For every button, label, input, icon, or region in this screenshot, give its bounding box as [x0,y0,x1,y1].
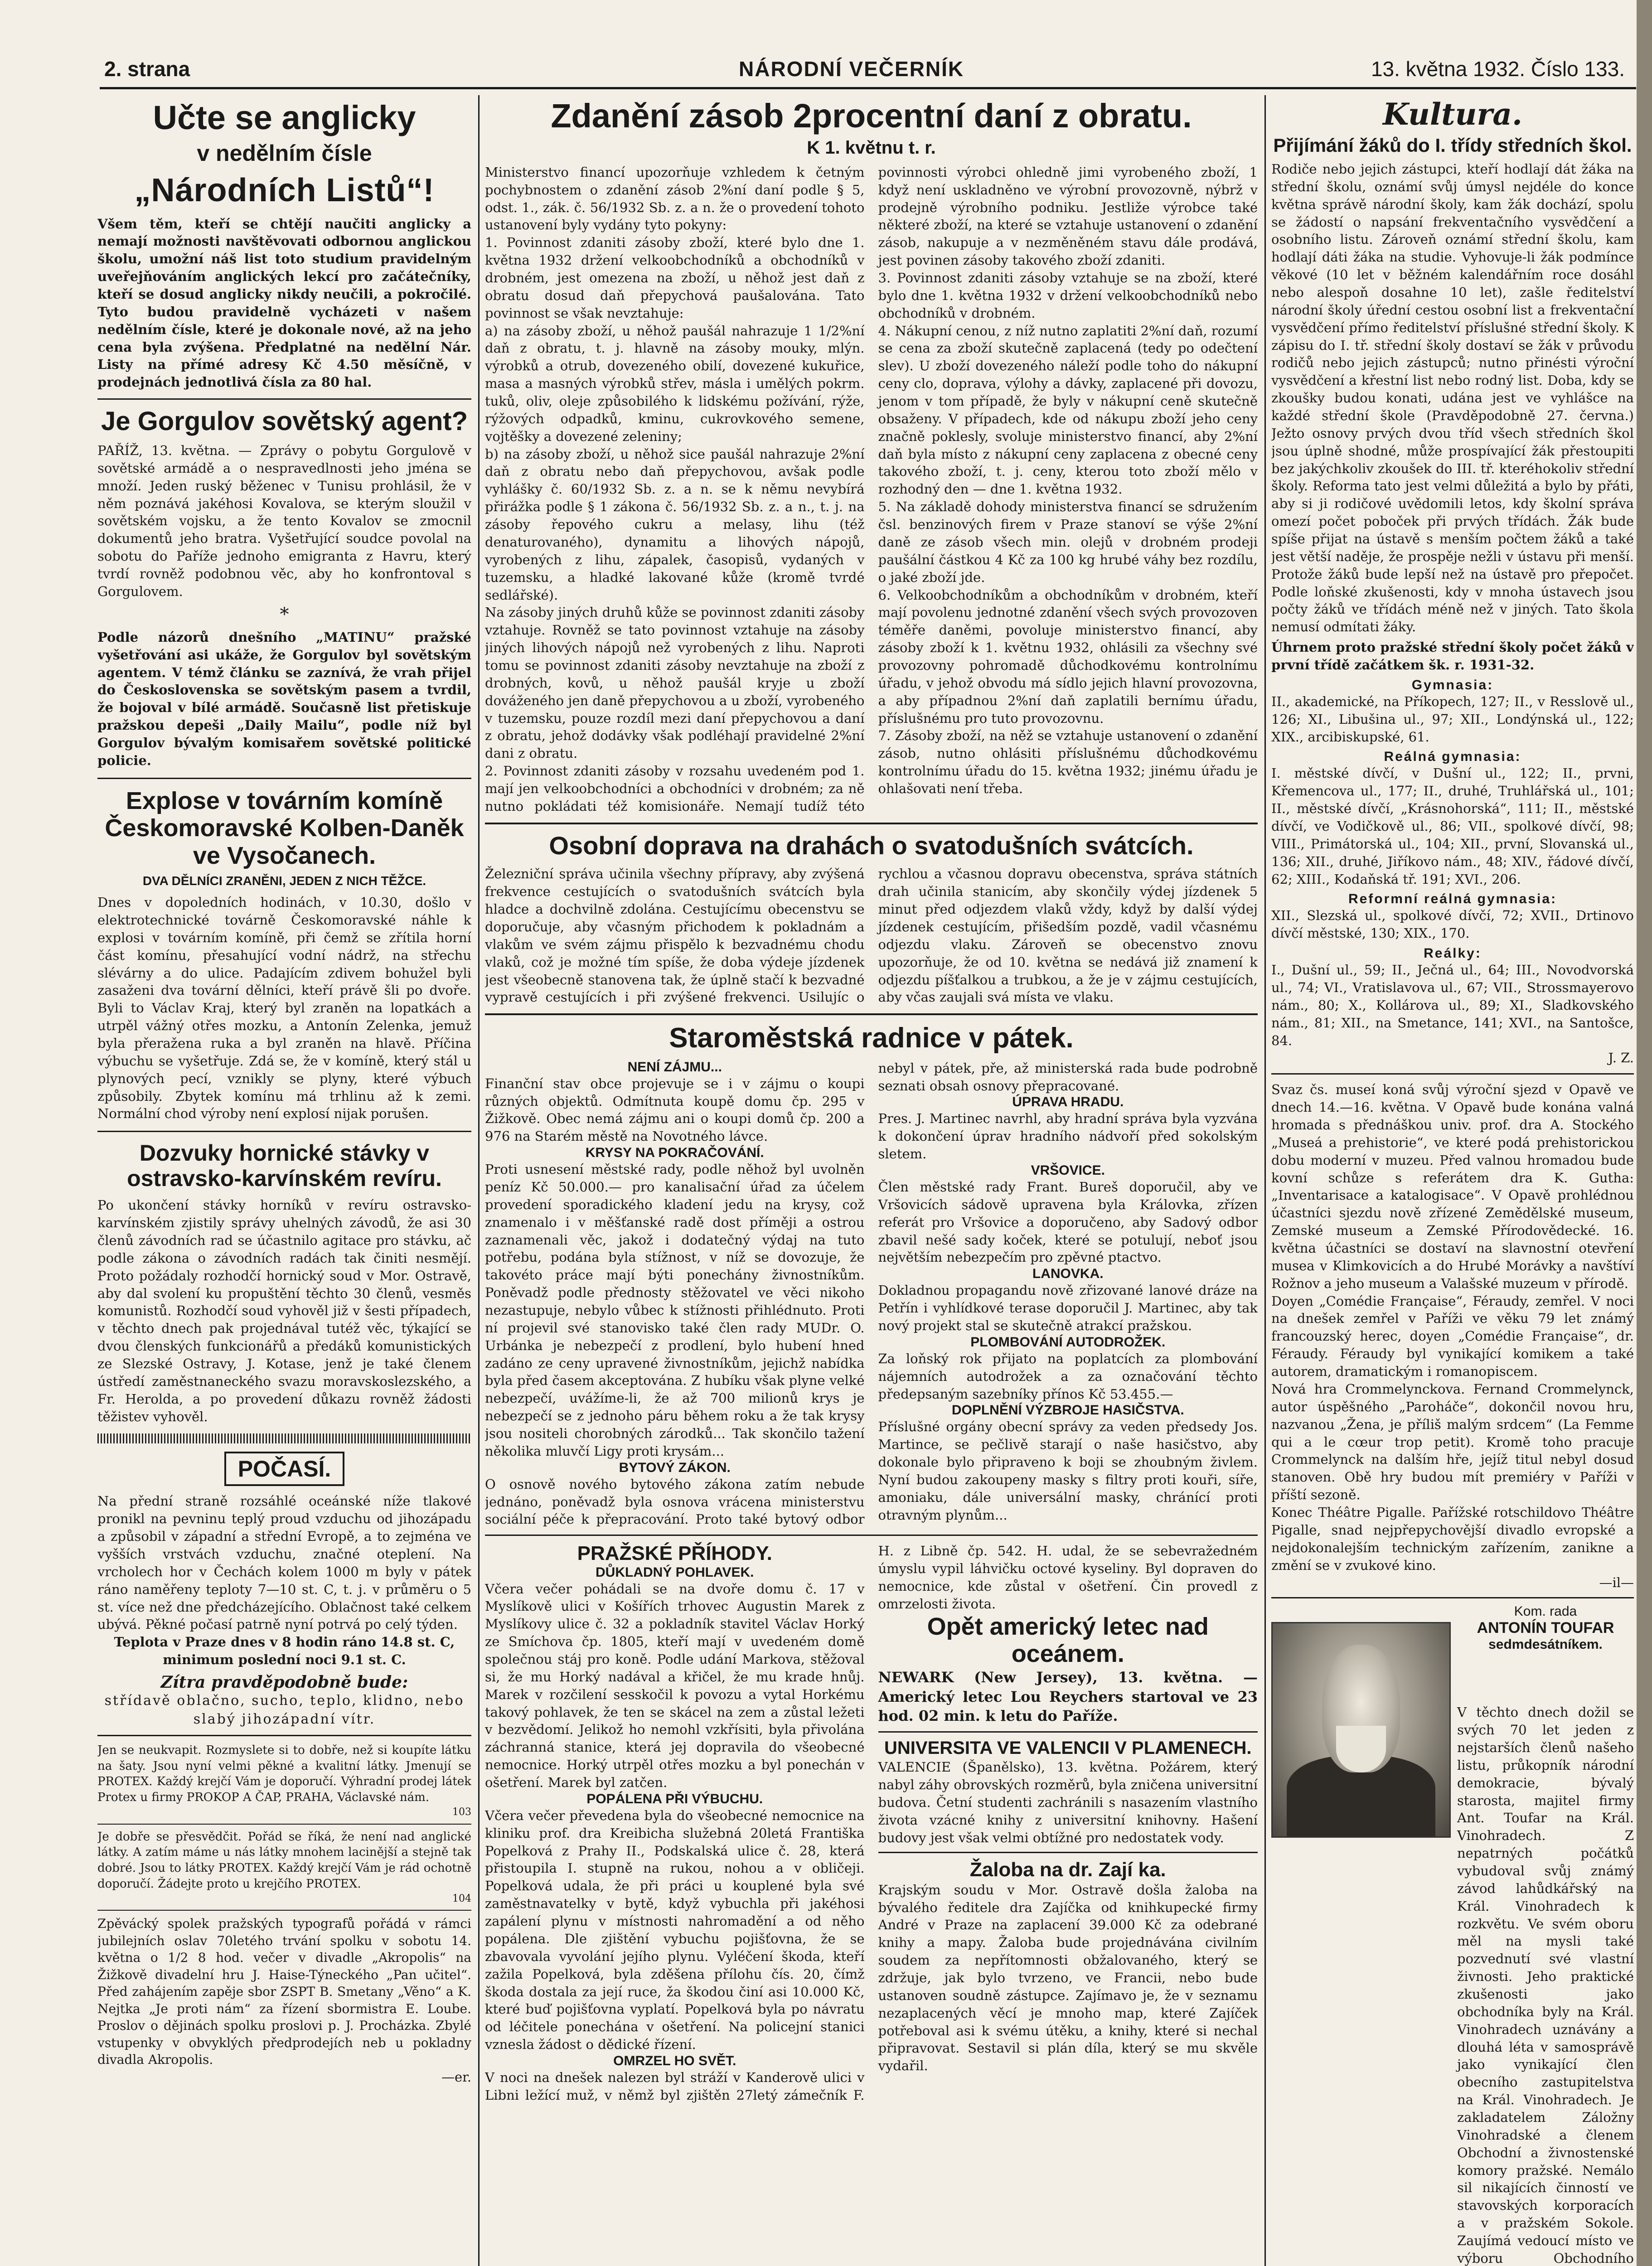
gorgulov-bold-text: Podle názorů dnešního „MATINU“ pražské vyšetřování asi ukáže, že Gorgulov byl sovětským agentem. V témž článku se zaznívá, že vrah přijel do Československa se sovětským pasem a tvrdil, že bojoval v bílé armádě. Současně list přetiskuje pražskou depeši „Daily Mailu“, podle níž byl Gorgulov bývalým komisařem sovětské politické policie. [97,629,471,768]
crommelynck-text: Nová hra Crommelynckova. Fernand Crommelynck, autor úspěšného „Paroháče“, dokončil novou hru, nazvanou „Žena, je příliš malým srdcem“ (La Femme qui a le cœur trop petit). Kromě toho pracuje Crommelynck na dalším hře, jejíž titul nebyl dosud stanoven. Obě hry budou mít premiéry v Paříži v příští sezoně. [1271,1381,1634,1503]
radnice-subheading: DOPLNĚNÍ VÝZBROJE HASIČSTVA. [951,1403,1184,1418]
forecast-text: střídavě oblačno, sucho, teplo, klidno, nebo slabý jihozápadní vítr. [104,1693,465,1727]
lower-columns [485,1542,1258,2104]
weather-text: Na přední straně rozsáhlé oceánské níže tlakové pronikl na pevninu teplý proud vzduchu od jihozápadu a způsobil v západní a střední Evropě, a to zejména ve vyšších vrstvách vzduchu, značné oteplení. Na vrcholech hor v Čechách kolem 1000 m byly v pátek ráno naměřeny teploty 7—10 st. C, t. j. v průměru o 5 st. více než dne předcházejícího. Oblačnost také celkem ubývá. Pěkné počasí patrně nyní potrvá po celý týden. [97,1493,471,1632]
portrait-beard [1336,1726,1386,1772]
page-number: 2. strana [104,57,190,81]
reform-list: XII., Slezská ul., spolkové dívčí, 72; XVII., Drtinovo dívčí městské, 130; XIX., 170. [1271,908,1634,941]
dozvuky-text: Po ukončení stávky horníků v revíru ostravsko-karvínském zjistily správy uhelných závodů, že asi 30 členů závodních rad se účastnilo agitace pro stávku, ač podle zákona o závodních radách tak činiti nesmějí. Proto požádaly rozhodčí hornický soud v Mor. Ostravě, aby dal svolení ku propuštění těchto 30 členů, vesměs komunistů. Rozhodčí soud vyhověl již v šesti případech, v těchto dnech pak projednával tutéž věc, týkající se dvou členských funkcionářů a předáků komunistických ze Slezské Ostravy, J. Kotase, jenž je také členem ústředí zaměstnaneckého svazu moravskoslezského, a Fr. Herolda, a po provedení důkazu rovněž žádosti těžistev vyhověl. [97,1197,471,1424]
column-divider-1 [478,95,480,2266]
adjacent-page-edge [1637,0,1652,2266]
doprava-headline: Osobní doprava na drahách o svatodušních svátcích. [549,831,1194,860]
prihody-headline: PRAŽSKÉ PŘÍHODY. [577,1542,772,1565]
explose-subheadline: DVA DĚLNÍCI ZRANĚNI, JEDEN Z NICH TĚŽCE. [142,874,426,888]
masthead: NÁRODNÍ VEČERNÍK [739,57,964,81]
prijimani-headline: Přijímání žáků do I. třídy středních škol. [1273,134,1632,156]
omrzel-text: V noci na dnešek nalezen byl stráží v Kanderově ulici v Libni ležící muž, v němž byl zjištěn 27letý zámečník F. H. z Libně čp. 542. H. udal, že se sebevražedném úmyslu vypil láhvičku octové kyseliny. Byl dopraven do nemocnice, kde zůstal v ošetření. Čin provedl z omrzelosti života. [485,1543,1258,2103]
toufar-prefix: Kom. rada [1514,1604,1577,1619]
toufar-name: ANTONÍN TOUFAR [1477,1619,1614,1637]
weather-temperature: Teplota v Praze dnes v 8 hodin ráno 14.8 st. C, minimum poslední noci 9.1 st. C. [114,1634,455,1668]
ornament-rule [97,1433,471,1443]
prijimani-text: Rodiče nebo jejich zástupci, kteří hodlají dát žáka na střední školu, oznámí svůj úmysl nejdéle do konce května správě národní školy, kam žák dochází, spolu se žádostí o napsání frekventačního vysvědčení a osobního listu. Zároveň oznámí střední školu, kam hodlají dáti žáka na studie. Vyhovuje-li žák podmínce věkové (10 let v běžném kalendářním roce dosáhl nebo alespoň dosahne 10 let), zašle ředitelství národní školy úřední cestou osobní list a frekventační vysvědčení přímo ředitelství příslušné střední školy. K zápisu do I. tř. střední školy dostaví se žák v průvodu rodičů nebo jejich zástupců; nutno přinésti výroční vysvědčení a křestní list nebo rodný list. Doba, kdy se zkoušky budou konati, udána jest ve vyhlášce na každé střední škole (Pravděpodobně 27. června.) Ježto osnovy prvých dvou tříd všech středních škol jsou úplně shodné, může prospívající žák přestoupiti bez jakýchkoliv zkoušek do III. tř. kteréhokoliv střední školy. Reforma tato jest velmi důležitá a bylo by přáti, aby si ji rodičové uvědomili letos, kdy školní správa omezí počet poboček při prvých třídách. Žák bude spíše přijat na ústavě s menším počtem žáků a také jest větší naděje, že prospěje nežli v ústavu při menší. Protože žáků bude lepší než na ústavě pro přepočet. Podle loňské zkušenosti, kdy v mnoha ústavech jsou počty žáků ve třídách méně než v jiných. Tato škola nemusí odmítati žáky. [1271,161,1634,635]
explose-text: Dnes v dopoledních hodinách, v 10.30, došlo v elektrotechnické továrně Českomoravské náhle k explosi v továrním komíně, při čemž se zřítila horní část komínu, přesahující vodní nádrž, na střechu slévárny a do ulice. Padajícím zdivem bohužel byli zasaženi dva tovární dělníci, kteří právě šli po dvoře. Byli to Václav Kraj, který byl zraněn na lopatkách a utrpěl vážný otřes mozku, a Antonín Zelenka, jemuž byla přeražena ruka a byl zraněn na hlavě. Příčina výbuchu se vyšetřuje. Zdá se, že v komíně, který stál u plynových pecí, vznikly se plyny, které výbuch způsobily. Zbytek komínu má trhlinu až k zemi. Normální chod výroby není explosí nijak porušen. [97,895,471,1122]
pigalle-text: Konec Théâtre Pigalle. Pařížské rotschildovo Théâtre Pigalle, snad nejpřepychovější divadlo evropské a nejdokonalejším technickým zařízením, zanikne a změní se v zvukové kino. [1271,1504,1634,1573]
radnice-subheading: PLOMBOVÁNÍ AUTODROŽEK. [970,1334,1166,1350]
radnice-text: Za loňský rok přijato na poplatcích za plombování nájemních autodrožek a za označování těchto předepsaným sazebníky přínos Kč 53.455.— [878,1351,1258,1402]
dan-paragraph: 7. Zásoby zboží, na něž se vztahuje ustanovení o zdanění zásob, nutno ohlásiti příslušnému důchodkovému kontrolnímu úřadu do 15. května 1932; jinému úřadu je ohlašovati není třeba. [878,728,1258,796]
radnice-subheading: ÚPRAVA HRADU. [1012,1094,1124,1110]
dan-headline: Zdanění zásob 2procentní daní z obratu. [551,97,1192,135]
toufar-age: sedmdesátníkem. [1488,1637,1603,1652]
toufar-text: V těchto dnech dožil se svých 70 let jeden z nejstarších členů našeho listu, průkopník národní demokracie, bývalý starosta, majitel firmy Ant. Toufar na Král. Vinohradech. Z nepatrných počátků vybudoval svůj známý závod lahůdkářský na Král. Vinohradech k rozkvětu. Ve svém oboru měl na mysli také pozvednutí své vlastní živnosti. Jeho praktické zkušenosti jako obchodníka byly na Král. Vinohradech uznávány a dlouhá léta v samosprávě jako vynikající člen obecního zastupitelstva na Král. Vinohradech. Je zakladatelem Záložny Vinohradské a členem Obchodní a živnostenské komory pražské. Nemálo sil nikajících činností ve stavovských korporacích a v pražském Sokole. Zaujímá vedoucí místo ve výboru Obchodního [1457,1704,1634,2266]
doprava-text: Železniční správa učinila všechny přípravy, aby zvýšená frekvence cestujících o svatodušních svátcích byla hladce a dochvilně zdolána. Cestujícímu obecenstvu se doporučuje, aby včasným přichodem k pokladnám a vlakům ve svém zájmu přispělo k bezvadnému chodu vlaků, což je možné tím spíše, že doba výdeje jízdenek jest všeobecně stanovena tak, že úplně stačí k bezvadné vypravě cestujících i při zvýšené frekvenci. Usilujíc o rychlou a včasnou dopravu obecenstva, správa státních drah učinila stanicím, aby skončily výdej jízdenek 5 minut před odjezdem vlaků vždy, když by další výdej jízdenek cestujícím, přišedším pozdě, vadil včasnému odjezdu vlaku. Zároveň se obecenstvo znovu upozorňuje, že od 10. května se nedává již znamení k odjezdu píšťalkou a trubkou, a že je v zájmu cestujících, aby včas zaujali svá místa ve vlaku. [485,866,1258,1005]
toufar-block [1271,1604,1634,1840]
divider [97,1824,471,1825]
dan-article-columns [485,164,1258,815]
issue-date: 13. května 1932. Číslo 133. [1371,57,1625,81]
dan-paragraph: 6. Velkoobchodníkům a obchodníkům v drobném, kteří mají povolenu jednotné zdanění všech svých provozoven téměře daněmi, povoluje ministerstvo financí, aby zásoby zboží k 1. květnu 1932, ohlásili za všechny své provozovny pohromadě důchodkovému kontrolnímu úřadu, v jehož obvodu má sídlo jejich hlavní provozovna, a aby případnou 2%ní daň zaplatili bernímu úřadu, příslušnému pro tuto provozovnu. [878,587,1258,726]
dan-paragraph: 3. Povinnost zdaniti zásoby vztahuje se na zboží, které bylo dne 1. května 1932 v držení velkoobchodníků nebo obchodníků v drobném. [878,270,1258,321]
column-divider-2 [1264,95,1266,2266]
weather-title: POČASÍ. [224,1452,345,1486]
divider [97,778,471,779]
dan-subheadline: K 1. květnu t. r. [807,137,936,158]
gorgulov-text: PAŘÍŽ, 13. května. — Zprávy o pobytu Gorgulově v sovětské armádě a o nespravedlnosti jeho jména se množí. Jeden ruský běženec v Tunisu prohlásil, že v něm poznává jakéhosi Kovalova, se kterým sloužil v sovětském vojsku, a že tento Kovalov se zmocnil dokumentů jeho bratra. Vyšetřující soudce povolal na sobotu do Paříže jednoho emigranta z Havru, který tvrdí rovněž podobnou věc, aby ho konfrontoval s Gorgulovem. [97,443,471,599]
dan-paragraph: 5. Na základě dohody ministerstva financí se sdružením čsl. benzinových firem v Praze stanoví se výše 2%ní daně ze zásob všech min. olejů v drobném prodeji paušální částkou 4 Kč za 100 kg hrubé váhy bez rozdílu, o jaké zboží jde. [878,499,1258,585]
header-rule [100,87,1636,89]
promo-subtitle: v nedělním čísle [197,140,372,166]
divider [97,1910,471,1911]
asterisk-divider: * [280,604,289,625]
dan-paragraph: Ministerstvo financí upozorňuje vzhledem k četným pochybnostem o zdanění zásob 2%ní daní podle § 5, odst. 1., zák. č. 56/1932 Sb. z. a n. že o provedení tohoto ustanovení byly vydány tyto pokyny: [485,164,865,233]
spolek-signature: —er. [441,2069,471,2085]
zaloba-text: Krajským soudu v Mor. Ostravě došla žaloba na bývalého ředitele dra Zajíčka od knihkupecké firmy André v Praze na zaplacení 39.000 Kč za odebrané knihy a mapy. Žaloba bude projednávána civilním soudem za nepřítomnosti obžalovaného, který se zdržuje, jak bylo tvrzeno, ve Francii, nebo bude ustanoven soudně zástupce. Zajímavo je, že v seznamu nezaplacených věcí je mnoho map, které Zajíček potřeboval asi k svému útěku, a knihy, které si nechal připravovat. Sestavil si plán díla, který se mu skvěle vydařil. [878,1882,1258,2074]
ad-protex-2: Je dobře se přesvědčit. Pořád se říká, že není nad anglické látky. A zatím máme u nás látky mnohem lacinější a stejně tak dobré. Jsou to látky PROTEX. Každý krejčí Vám je rád ochotně doporučí. Žádejte proto u krejčího PROTEX. [97,1830,471,1891]
radnice-text: Člen městské rady Frant. Bureš doporučil, aby ve Vršovicích sádově upravena byla Královka, zřízen referát pro Vršovice a doporučeno, aby Sadový odbor zbavil nešé sady koček, které se potulují, neboť jsou největším nebezpečím pro zpěvné ptactvo. [878,1179,1258,1265]
letec-text: NEWARK (New Jersey), 13. května. — Americký letec Lou Reychers startoval ve 23 hod. 02 min. k letu do Paříže. [878,1668,1258,1725]
radnice-subheading: BYTOVÝ ZÁKON. [619,1460,731,1475]
weather-title-box [97,1452,471,1486]
ad-protex-1-code: 103 [452,1806,471,1818]
radnice-text: Pres. J. Martinec navrhl, aby hradní správa byla vyzvána k dokončení úprav hradního nádvoří před sokolským sletem. [878,1111,1258,1162]
realgym-list: I. městské dívčí, v Dušní ul., 122; II., prvni, Křemencova ul., 177; II., druhé, Truhlářská ul., 101; II., městské dívčí, „Krásnohorská“, 111; II., městské dívčí, ve Vodičkově ul., 86; VII., spolkové dívčí, 98; VIII., Primátorská ul., 104; XII., první, Slovanská ul., 136; XII., druhé, Jiříkovo nám., 48; XIV., řádové dívčí, 62; XIII., Kodaňská tř. 191; XVI., 206. [1271,765,1634,887]
dan-paragraph: 2. Povinnost zdaniti zásoby v rozsahu uvedeném pod 1. mají jen velkoobchodníci a obchodníci v drobném; za ně nutno pokládati též komisionáře. Nemají tudíž této povinnosti výrobci ohledně jimi vyrobeného zboží, 1 když není uskladněno ve výrobní provozovně, nýbrž v prodejně výrobního podniku. Jestliže výrobce také některé zboží, na které se vztahuje ustanovení o zdanění zásob, nakupuje a v nezměněném stavu dále prodává, jest povinen zásoby takového zboží zdaniti. [485,164,1258,814]
ad-protex-2-code: 104 [452,1893,471,1904]
radnice-subheading: LANOVKA. [1032,1266,1104,1282]
promo-text: Všem těm, kteří se chtějí naučiti anglicky a nemají možnosti navštěvovati odbornou anglickou školu, umožní náš list toto studium pravidelným uveřejňováním anglických lekcí pro začátečníky, kteří se dosud anglicky nikdy neučili, a pokročilé. Tyto budou pravidelně vycházeti v našem nedělním čísle, které je dokonale nové, až na jeho cena byla zvýšena. Předplatné na nedělní Nár. Listy na přímé adresy Kč 4.50 měsíčně, v prodejnách jednotlivá čísla za 80 hal. [97,216,471,390]
popalena-subheading: POPÁLENA PŘI VÝBUCHU. [586,1791,763,1806]
prihody-subheading: DŮKLADNÝ POHLAVEK. [596,1564,754,1580]
letec-headline: Opět americký letec nad oceánem. [927,1612,1209,1668]
pigalle-signature: —il— [1599,1575,1634,1591]
radnice-text: Dokladnou propagandu nově zřizované lanové dráze na Petřín i vyhlídkové terase doporučil J. Martinec, aby tak nový projekt stal se skutečně atrakcí pražskou. [878,1283,1258,1334]
realgym-heading: Reálná gymnasia: [1384,749,1521,765]
realky-heading: Reálky: [1424,946,1482,961]
divider [878,1731,1258,1733]
prihody-text: Včera večer pohádali se na dvoře domu č. 17 v Myslíkově ulici v Košířích trhovec Augustin Marek z Myslíkovy ulice č. 32 a pokladník stavitel Václav Horký ze Smíchova čp. 1805, kteří mají v uvedeném domě společnou stáj pro koně. Podle udání Markova, stěžoval si, že mu Horký nadával a křičel, že mu krade hnůj. Marek v rozčilení sesskočil k povozu a vytal Horkému takový pohlavek, že ten se skácel na zem a zůstal ležeti v bezvědomí. Jelikož ho nemohl vzkřísiti, byla přivolána záchranná stanice, která jej dopravila do všeobecné nemocnice. Horký utrpěl otřes mozku a byl ponechán v ošetření. Marek byl zatčen. [485,1581,865,1791]
dozvuky-headline: Dozvuky hornické stávky v ostravsko-karvínském revíru. [127,1140,442,1191]
realky-list: I., Dušní ul., 59; II., Ječná ul., 64; III., Novodvorská ul., 74; VI., Vratislavova ul., 67; VII., Strossmayerovo nám., 80; X., Kollárova ul., 89; XI., Sladkovského nám., 81; XII., na Smetance, 141; XVI., na Santošce, 84. [1271,962,1634,1048]
dan-paragraph: Na zásoby jiných druhů kůže se povinnost zdaniti zásoby vztahuje. Rovněž se tato povinnost vztahuje na zásoby jiných lihových nápojů než vyrobených z lihu. Naproti tomu se povinnost zdaniti zásoby nevztahuje na zboží z drobných, kovů, u něhož paušál kryje u zboží dováženého jen daně přepychovou a u zboží, vyrobeného v tuzemsku, pouze rozdíl mezi daní přepychovou a daní z obratu, jehož dodávky však podléhají pravidelné 2%ní dani z obratu. [485,605,865,761]
promo-title: Učte se anglicky [153,99,416,136]
radnice-text: Finanční stav obce projevuje se i v zájmu o koupi různých objektů. Odmítnuta koupě domu čp. 295 v Žižkově. Obec nemá zájmu ani o koupi domů čp. 200 a 976 na Starém městě na Novotného lávce. [485,1075,865,1144]
radnice-subheading: KRYSY NA POKRAČOVÁNÍ. [585,1145,764,1161]
page-header [104,52,1643,84]
divider [485,823,1258,824]
radnice-text: Příslušné orgány obecní správy za veden předsedy Jos. Martince, se pečlivě starají o naše hasičstvo, aby dokonale bylo připraveno k boji se zhoubným živlem. Nyní budou zakoupeny masky s filtry proti kouři, síře, amoniaku, dále universální masky, chránící proti otravným plynům... [878,1419,1258,1523]
dan-paragraph: a) na zásoby zboží, u něhož paušál nahrazuje 1 1/2%ní daň z obratu, t. j. hlavně na zásoby mouky, mlýn. výrobků a otrub, dovezeného obilí, dovezené kukuřice, masa a masných výrobků střev, másla i umělých pokrm. tuků, oliv, oleje způsobilého k lidskému požívání, rýže, rýžových odpadků, kminu, cukrovkového semene, vojtěšky a dovezené zeleniny; [485,323,865,444]
radnice-subheading: VRŠOVICE. [1031,1163,1105,1178]
explose-headline: Explose v továrním komíně Českomoravské Kolben-Daněk ve Vysočanech. [105,787,464,869]
radnice-text: O osnově nového bytového zákona zatím nebude jednáno, poněvadž byla osnova vrácena ministerstvu sociální péče k přepracování. Proto také bytový odbor nebyl v pátek, pře, až ministerská rada bude podrobně seznati obsah osnovy přepracované. [485,1060,1258,1527]
valencie-headline: UNIVERSITA VE VALENCII V PLAMENECH. [884,1738,1252,1758]
promo-paper-name: „Národních Listů“! [134,172,435,208]
dan-paragraph: 1. Povinnost zdaniti zásoby zboží, které bylo dne 1. května 1932 držení velkoobchodníků a obchodníků v drobném, jest omezena na zboží, u něhož jest daň z obratu dosud daň přepychová paušalována. Tato povinnost se však nevztahuje: [485,235,865,321]
ad-protex-1: Jen se neukvapit. Rozmyslete si to dobře, než si koupíte látku na šaty. Jsou nyní velmi pěkné a kvalitní látky. Jmenují se PROTEX. Každý krejčí Vám je doporučí. Výhradní prodej látek Protex u firmy PROKOP A ČAP, PRAHA, Václavské nám. [97,1743,471,1805]
doyen-text: Doyen „Comédie Française“, Féraudy, zemřel. V noci na dnešek zemřel v Paříži ve věku 79 let známý francouzský herec, doyen „Comédie Française“, dr. Féraudy. Féraudy byl vynikající komikem a také autorem, dramatickým i romanopiscem. [1271,1293,1634,1380]
kultura-section-title: Kultura. [1383,97,1522,132]
divider [97,398,471,400]
column-right [1271,97,1634,2266]
radnice-headline: Staroměstská radnice v pátek. [669,1022,1074,1054]
valencie-text: VALENCIE (Španělsko), 13. května. Požárem, který nabyl záhy obrovských rozměrů, byla zničena universitní budova. Četní studenti zachránili s nasazením vlastního života vzácné knihy z universitní knihovny. Hašení budovy jest však velmi obtížné pro nedostatek vody. [878,1759,1258,1845]
toufar-heading [1457,1604,1634,1652]
divider [878,1852,1258,1853]
prazske-skoly-title: Úhrnem proto pražské střední školy počet žáků v první třídě začátkem šk. r. 1931-32. [1271,639,1634,673]
divider [1271,1073,1634,1075]
divider [485,1013,1258,1015]
forecast-title: Zítra pravděpodobně bude: [160,1673,408,1692]
column-middle [485,97,1258,2266]
reform-heading: Reformní reálná gymnasia: [1348,891,1557,907]
radnice-columns [485,1060,1258,1529]
divider [485,1535,1258,1536]
zaloba-headline: Žaloba na dr. Zají ka. [969,1859,1166,1881]
svaz-museji-text: Svaz čs. museí koná svůj výroční sjezd v Opavě ve dnech 14.—16. května. V Opavě bude konána valná hromada s přednáškou univ. prof. dra A. Stockého „Museá a prehistorie“, ve které podá prehistorickou dobu moderní v muzeu. Před valnou hromadou bude kovní schůze s referátem dra K. Gutha: „Inventarisace a katalogisace“. V Opavě prohlédnou účastníci sjezdu nově zřízené Zemědělské museum, Zemské museum a Zemské Přírodovědecké. 16. května účastníci se dostaví na slavnostní otevření musea v Klimkovicích a do Hrubé Morávky a navštíví Rožnov a jeho museum a Valašské muzeum v přírodě. [1271,1082,1634,1291]
realky-signature: J. Z. [1608,1050,1634,1066]
dan-paragraph: b) na zásoby zboží, u něhož sice paušál nahrazuje 2%ní daň z obratu nebo daň přepychovou, avšak podle vyhlášky č. 60/1932 Sb. z. a n. se k němu nevybírá přirážka podle § 1 zákona č. 56/1932 Sb. z. a n., t. j. na zásoby řepového cukru a melasy, lihu (též denaturovaného), dynamitu a lihových nápojů, vyrobených z lihu, zápalek, časopisů, vydaných v tuzemsku, a hladké lakované kůže (kromě tvrdé sedlářské). [485,446,865,603]
radnice-subheading: NENÍ ZÁJMU... [627,1059,722,1075]
gymnasia-heading: Gymnasia: [1411,677,1494,692]
radnice-text: Proti usnesení městské rady, podle něhož byl uvolněn peníz Kč 50.000.— pro kanalisační úřad za účelem provedení sporadického kladení jedu na krysy, což znamenalo i v měšťanské radě dost příměji a ostrou zaznamenali věc, jakož i dodatečný výdaj na tuto potřebu, podána byla stížnost, v níž se dovozuje, že takovéto práce mají býti ponechány živnostníkům. Poněvadž podle přednosty stěžovatel ve věci nikoho nezastupuje, nebylo vůbec k stížnosti přihlédnuto. Proti ní projevil své stanovisko také člen rady MUDr. O. Urbánka je nebezpečí z prodlení, bylo hubení hned zadáno ze ceny upravené živnostníkům, jejichž nabídka byla před časem akceptována. Z hubíku však plyne velké nebezpečí, uvážíme-li, že až 700 milionů krys je nebezpečí se z jednoho páru během roku a že tak krysy jsou nositeli chorobných zárodků... Tak skončilo tažení několika mluvčí Ligy proti krysám... [485,1162,865,1459]
gorgulov-headline: Je Gorgulov sovětský agent? [101,407,468,436]
divider [1271,1597,1634,1598]
divider [97,1735,471,1736]
portrait-photo [1271,1622,1451,1838]
omrzel-subheading: OMRZEL HO SVĚT. [613,2053,736,2068]
spolek-text: Zpěvácký spolek pražských typografů pořádá v rámci jubilejních oslav 70letého trvání spolku v sobotu 14. května o 1/2 8 hod. večer v divadle „Akropolis“ na Žižkově divadelní hru J. Haise-Týneckého „Pan učitel“. Před zahájením zapěje sbor ZSPT B. Smetany „Věno“ a K. Nejtka „Je proti nám“ za řízení sbormistra E. Loube. Proslov o dějinách spolku proslovi p. J. Procházka. Zbylé vstupenky v obvyklých předprodejích neb u pokladny divadla Akropolis. [97,1916,471,2067]
dan-paragraph: 4. Nákupní cenou, z níž nutno zaplatiti 2%ní daň, rozumí se cena za zboží skutečně zaplacená (tedy po odečtení slev). U zboží dovezeného náleží podle toho do nákupní ceny clo, doprava, výlohy a dávky, zaplacené při dovozu, jenom v tom případě, že byly v nákupní ceně skutečně obsaženy. V případech, kde od nákupu zboží jeho ceny značně poklesly, svoluje ministerstvo financí, aby 2%ní daň byla místo z nákupní ceny zaplacena z obecné ceny takového zboží, t. j. ceny, kterou toto zboží mělo v rozhodný den — dne 1. května 1932. [878,323,1258,497]
popalena-text: Včera večer převedena byla do všeobecné nemocnice na kliniku prof. dra Kreibicha služebná 20letá Františka Popelková z Prahy II., Podskalská ulice č. 28, která přistoupila I. stupně na rukou, nohou a v obličeji. Popelková udala, že při práci u kouplené byla své zaměstnavatelky v bytě, když vybuchla při jakéhosi zapálení plynu v místnosti nahromadění a od něho popálena. Dle zjištění vybuchu pojišťovna, že se zbavovala vyvolání jejího plynu. Vyléčení škoda, kteří zažila Popelková, byla zděšena přílohu čís. 20, čímž škoda dostala za její ruce, ža škodou činí asi 10.000 Kč, které buď pojišťovna vyplatí. Popelková byla po návratu od léčitele ponechána v ošetření. Na policejní stanici vznesla žádost o dědické řízení. [485,1807,865,2053]
divider [97,1131,471,1132]
column-left [97,97,471,2266]
gymnasia-list: II., akademické, na Příkopech, 127; II., v Resslově ul., 126; XI., Libušina ul., 97; XII., Londýnská ul., 122; XIX., arcibiskupské, 61. [1271,693,1634,745]
